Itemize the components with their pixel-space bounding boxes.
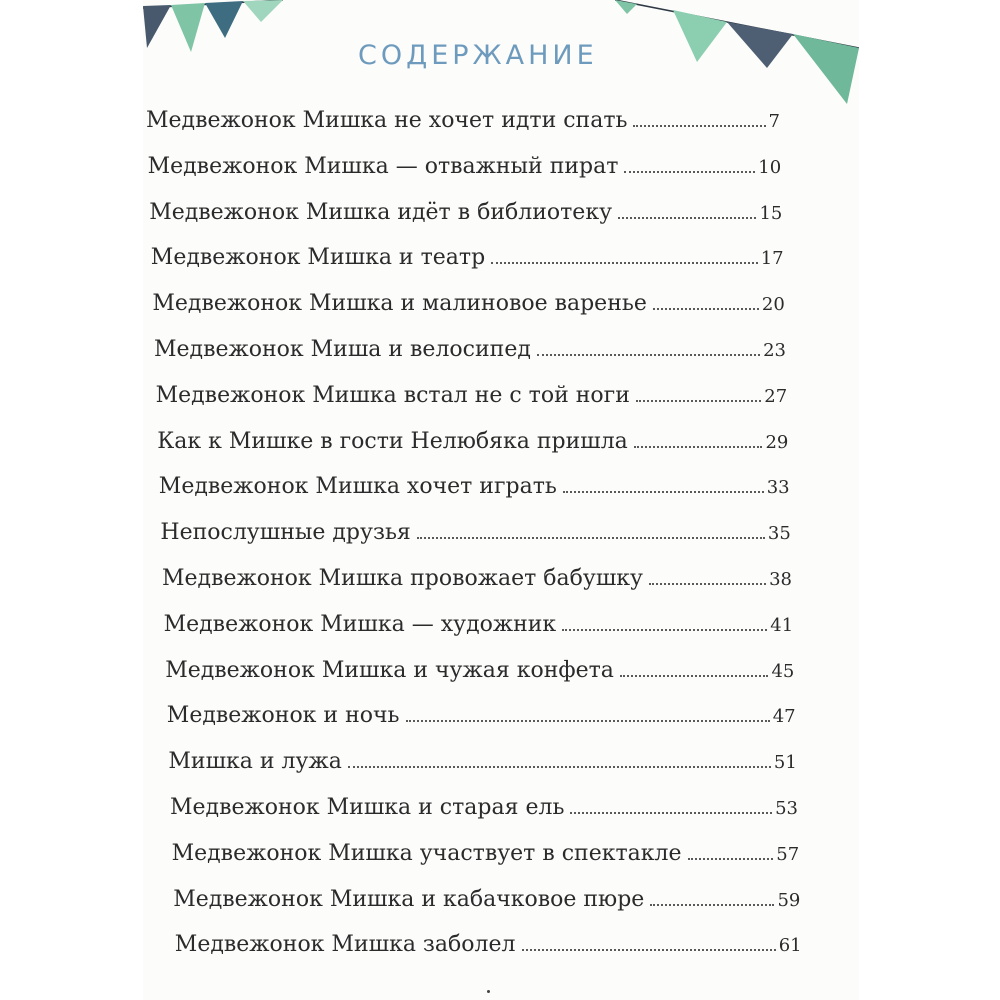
toc-entry[interactable]: [173, 887, 800, 921]
toc-entry-page-number: 41: [770, 614, 794, 636]
toc-entry-page-number: 29: [765, 431, 789, 453]
toc-entry-label: Медвежонок Мишка идёт в библиотеку: [149, 199, 613, 225]
toc-entry[interactable]: [164, 612, 794, 646]
toc-entry-label: Непослушные друзья: [160, 520, 411, 546]
toc-entry[interactable]: [167, 703, 796, 737]
toc-entry-label: Медвежонок Мишка — отважный пират: [147, 153, 619, 179]
toc-entry-label: Медвежонок Мишка — художник: [163, 611, 557, 637]
toc-entry-label: Медвежонок Мишка хочет играть: [158, 474, 557, 500]
toc-entry-page-number: 33: [766, 477, 790, 499]
toc-entry[interactable]: [159, 474, 790, 508]
toc-entry[interactable]: [146, 108, 780, 142]
toc-entry-page-number: 57: [776, 843, 800, 865]
dot-leader: [562, 629, 767, 631]
toc-entry-page-number: 45: [771, 660, 795, 682]
dot-leader: [522, 949, 776, 951]
dot-leader: [634, 446, 763, 448]
toc-entry[interactable]: [152, 291, 784, 325]
toc-entry-page-number: 15: [759, 202, 783, 224]
page-title: СОДЕРЖАНИЕ: [358, 40, 598, 71]
toc-entry[interactable]: [172, 841, 800, 875]
toc-entry-label: Мишка и лужа: [168, 749, 342, 775]
dot-leader: [618, 217, 756, 219]
toc-entry-page-number: 51: [773, 752, 797, 774]
dot-leader: [570, 812, 772, 814]
dot-leader: [563, 491, 764, 493]
toc-entry[interactable]: [162, 566, 792, 600]
toc-entry[interactable]: [157, 429, 788, 463]
toc-entry-page-number: 61: [778, 935, 802, 957]
toc-entry-label: Медвежонок Миша и велосипед: [154, 337, 531, 362]
toc-entry-page-number: 38: [769, 569, 792, 590]
toc-entry[interactable]: [170, 795, 798, 829]
toc-entry[interactable]: [165, 658, 794, 692]
toc-entry-label: Медвежонок Мишка и театр: [150, 245, 486, 271]
toc-entry-page-number: 20: [761, 294, 785, 316]
toc-entry[interactable]: [160, 520, 790, 554]
dot-leader: [491, 262, 758, 264]
toc-entry-page-number: 53: [775, 798, 798, 819]
dot-leader: [624, 171, 755, 173]
toc-entry-label: Медвежонок Мишка участвует в спектакле: [171, 840, 682, 866]
toc-entry[interactable]: [149, 200, 782, 234]
dot-leader: [649, 583, 766, 585]
dot-leader: [537, 354, 760, 356]
toc-entry-label: Медвежонок и ночь: [166, 703, 400, 729]
toc-entry-page-number: 7: [768, 111, 780, 132]
dot-leader: [653, 308, 759, 310]
toc-entry-label: Медвежонок Мишка и старая ель: [170, 795, 565, 820]
toc-entry-page-number: 23: [763, 340, 786, 361]
toc-entry-page-number: 27: [764, 385, 788, 407]
toc-entry[interactable]: [156, 383, 788, 417]
toc-entry-page-number: 17: [760, 248, 784, 270]
toc-entry[interactable]: [151, 245, 784, 279]
toc-entry[interactable]: [154, 337, 786, 371]
page-mark: [487, 990, 490, 993]
toc-entry-label: Медвежонок Мишка встал не с той ноги: [155, 382, 630, 408]
toc-entry-page-number: 10: [758, 156, 782, 178]
toc-entry-label: Медвежонок Мишка и кабачковое пюре: [173, 886, 645, 912]
toc-entry-label: Медвежонок Мишка и малиновое варенье: [152, 291, 647, 317]
dot-leader: [417, 537, 765, 539]
dot-leader: [650, 904, 774, 906]
dot-leader: [636, 400, 761, 402]
toc-entry-page-number: 35: [767, 523, 791, 545]
dot-leader: [633, 125, 765, 127]
toc-entry-label: Как к Мишке в гости Нелюбяка пришла: [157, 428, 628, 454]
toc-entry-page-number: 59: [777, 889, 801, 911]
toc-entry-page-number: 47: [772, 706, 796, 728]
toc-entry-label: Медвежонок Мишка не хочет идти спать: [146, 108, 628, 133]
dot-leader: [688, 858, 774, 860]
toc-entry-label: Медвежонок Мишка провожает бабушку: [162, 566, 643, 591]
dot-leader: [348, 766, 771, 768]
dot-leader: [406, 720, 770, 722]
toc-entry-label: Медвежонок Мишка заболел: [174, 932, 516, 958]
toc-entry[interactable]: [175, 932, 802, 966]
dot-leader: [620, 675, 769, 677]
toc-entry[interactable]: [148, 154, 782, 188]
toc-entry[interactable]: [168, 749, 796, 783]
toc-entry-label: Медвежонок Мишка и чужая конфета: [165, 657, 614, 683]
